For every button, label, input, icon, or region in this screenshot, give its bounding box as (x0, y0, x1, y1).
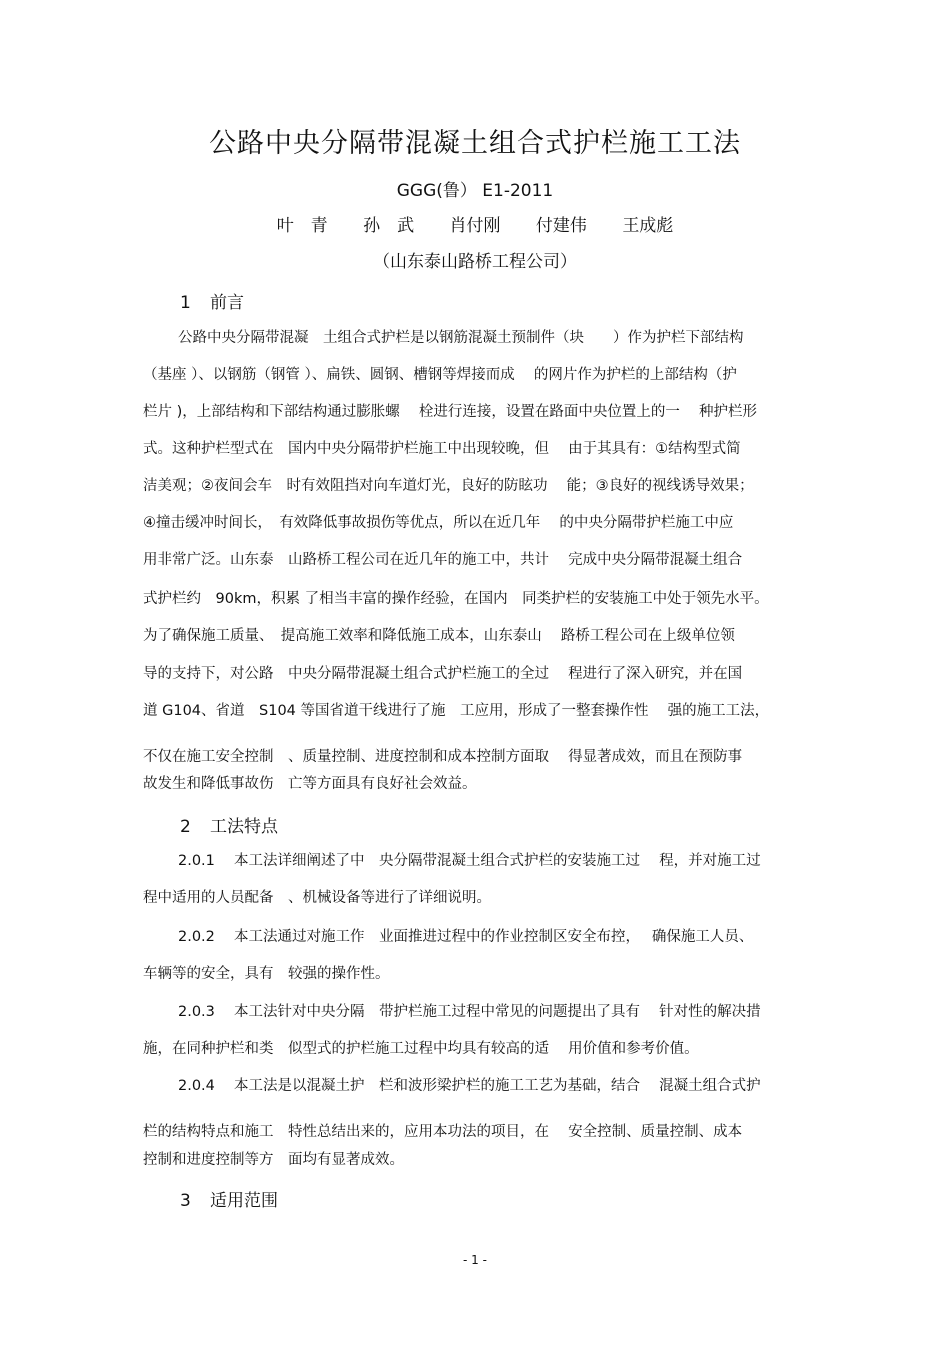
author-name: 王成彪 (622, 216, 674, 236)
paragraph-line: 栏的结构特点和施工 特性总结出来的，应用本功法的项目，在 安全控制、质量控制、成本 (143, 1124, 743, 1140)
paragraph-line: 不仅在施工安全控制 、质量控制、进度控制和成本控制方面取 得显著成效，而且在预防事 (143, 749, 743, 765)
author-name: 孙 武 (363, 216, 415, 236)
paragraph-line: 道 G104、省道 S104 等国省道干线进行了施 工应用，形成了一整套操作性 强的施工工法， (143, 703, 770, 719)
author-name: 付建伟 (535, 216, 587, 236)
paragraph-line: 故发生和降低事故伤 亡等方面具有良好社会效益。 (143, 776, 477, 792)
section-title: 工法特点 (210, 817, 278, 837)
paragraph-line: 程中适用的人员配备 、机械设备等进行了详细说明。 (143, 890, 491, 906)
standard-code: GGG(鲁） E1-2011 (396, 181, 554, 201)
paragraph-line: 栏片 )，上部结构和下部结构通过膨胀螺 栓进行连接，设置在路面中央位置上的一 种护栏形 (143, 404, 757, 420)
paragraph-line: 用非常广泛。山东泰 山路桥工程公司在近几年的施工中，共计 完成中央分隔带混凝土组合 (143, 552, 743, 568)
paragraph-line: 导的支持下，对公路 中央分隔带混凝土组合式护栏施工的全过 程进行了深入研究，并在国 (143, 666, 743, 682)
paragraph-line: 施，在同种护栏和类 似型式的护栏施工过程中均具有较高的适 用价值和参考价值。 (143, 1041, 699, 1057)
organization: （山东泰山路桥工程公司） (373, 252, 577, 272)
paragraph-line: 式护栏约 90km，积累 了相当丰富的操作经验，在国内 同类护栏的安装施工中处于领先水平。 (143, 591, 769, 607)
paragraph-line: 式。这种护栏型式在 国内中央分隔带护栏施工中出现较晚，但 由于其具有：①结构型式简 (143, 441, 741, 457)
section-heading (180, 288, 244, 313)
paragraph-line: 洁美观；②夜间会车 时有效阻挡对向车道灯光，良好的防眩功 能；③良好的视线诱导效果； (143, 478, 754, 494)
paragraph-line: 车辆等的安全，具有 较强的操作性。 (143, 966, 390, 982)
section-number: 2 (180, 817, 191, 837)
paragraph-line: 2.0.4 本工法是以混凝土护 栏和波形梁护栏的施工工艺为基础，结合 混凝土组合式护 (178, 1078, 761, 1094)
paragraph-line: （基座 ）、以钢筋（钢管 ）、扁铁、圆钢、槽钢等焊接而成 的网片作为护栏的上部结构（护 (143, 367, 737, 383)
paragraph-line: 2.0.1 本工法详细阐述了中 央分隔带混凝土组合式护栏的安装施工过 程，并对施工过 (178, 853, 761, 869)
section-title: 前言 (210, 293, 244, 313)
section-title: 适用范围 (210, 1191, 278, 1211)
section-heading (180, 1186, 278, 1211)
document-title: 公路中央分隔带混凝土组合式护栏施工工法 (209, 128, 741, 159)
author-list (0, 211, 950, 236)
paragraph-line: 控制和进度控制等方 面均有显著成效。 (143, 1152, 404, 1168)
author-name: 肖付刚 (449, 216, 501, 236)
page-number: - 1 - (463, 1253, 487, 1267)
paragraph-line: 公路中央分隔带混凝 土组合式护栏是以钢筋混凝土预制件（块 ）作为护栏下部结构 (178, 330, 744, 346)
author-name: 叶 青 (276, 216, 328, 236)
paragraph-line: 为了确保施工质量、 提高施工效率和降低施工成本，山东泰山 路桥工程公司在上级单位领 (143, 628, 735, 644)
paragraph-line: 2.0.3 本工法针对中央分隔 带护栏施工过程中常见的问题提出了具有 针对性的解决措 (178, 1004, 761, 1020)
section-heading (180, 812, 278, 837)
paragraph-line: ④撞击缓冲时间长， 有效降低事故损伤等优点，所以在近几年 的中央分隔带护栏施工中应 (143, 515, 734, 531)
section-number: 1 (180, 293, 191, 313)
paragraph-line: 2.0.2 本工法通过对施工作 业面推进过程中的作业控制区安全布控， 确保施工人员、 (178, 929, 754, 945)
section-number: 3 (180, 1191, 191, 1211)
